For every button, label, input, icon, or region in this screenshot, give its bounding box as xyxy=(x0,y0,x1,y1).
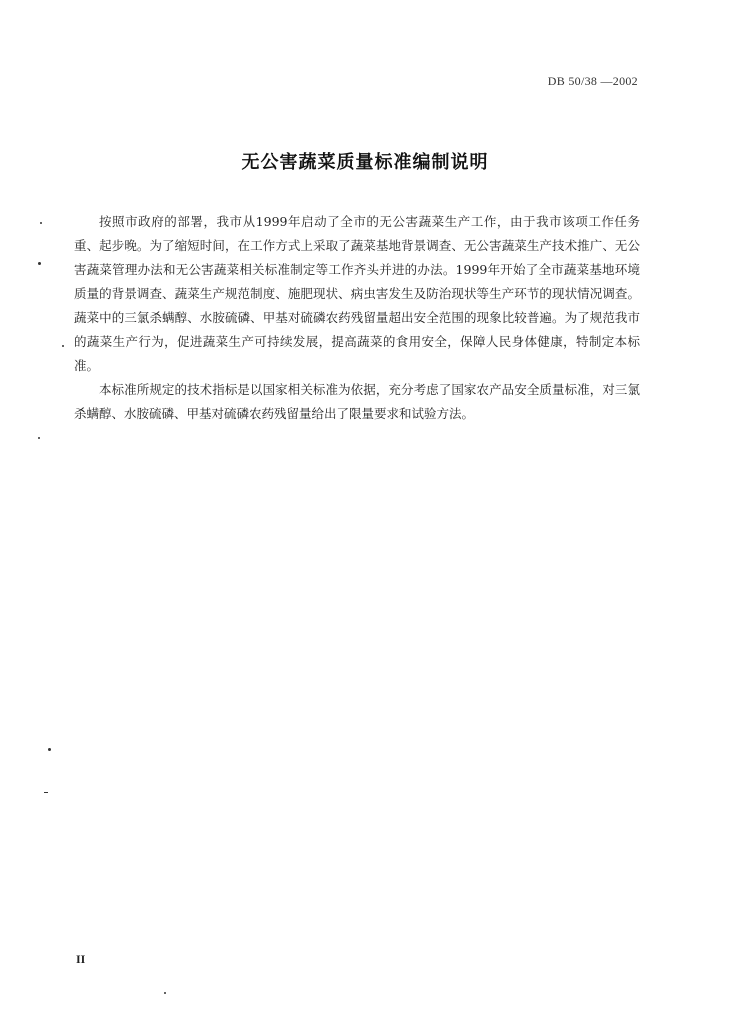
standard-code: DB 50/38 —2002 xyxy=(547,74,638,88)
scan-speck xyxy=(48,748,51,751)
paragraph-2: 本标准所规定的技术指标是以国家相关标准为依据，充分考虑了国家农产品安全质量标准，对三氯杀螨醇、水胺硫磷、甲基对硫磷农药残留量给出了限量要求和试验方法。 xyxy=(74,382,640,421)
page-title: 无公害蔬菜质量标准编制说明 xyxy=(241,152,489,173)
scan-speck xyxy=(38,262,41,265)
scan-speck xyxy=(38,437,40,439)
scan-speck xyxy=(62,345,64,347)
paragraph-1: 按照市政府的部署，我市从1999年启动了全市的无公害蔬菜生产工作，由于我市该项工作任务重、起步晚。为了缩短时间，在工作方式上采取了蔬菜基地背景调查、无公害蔬菜生产技术推广、无公害蔬菜管理办法和无公害蔬菜相关标准制定等工作齐头并进的办法。1999年开始了全市蔬菜基地环境质量的背景调查、蔬菜生产规范制度、施肥现状、病虫害发生及防治现状等生产环节的现状情况调查。蔬菜中的三氯杀螨醇、水胺硫磷、甲基对硫磷农药残留量超出安全范围的现象比较普遍。为了规范我市的蔬菜生产行为，促进蔬菜生产可持续发展，提高蔬菜的食用安全，保障人民身体健康，特制定本标准。 xyxy=(74,214,640,373)
scan-speck xyxy=(44,792,48,793)
scan-speck xyxy=(164,992,166,994)
document-body xyxy=(74,210,640,426)
page-number: II xyxy=(76,952,86,966)
scan-speck xyxy=(40,222,42,224)
